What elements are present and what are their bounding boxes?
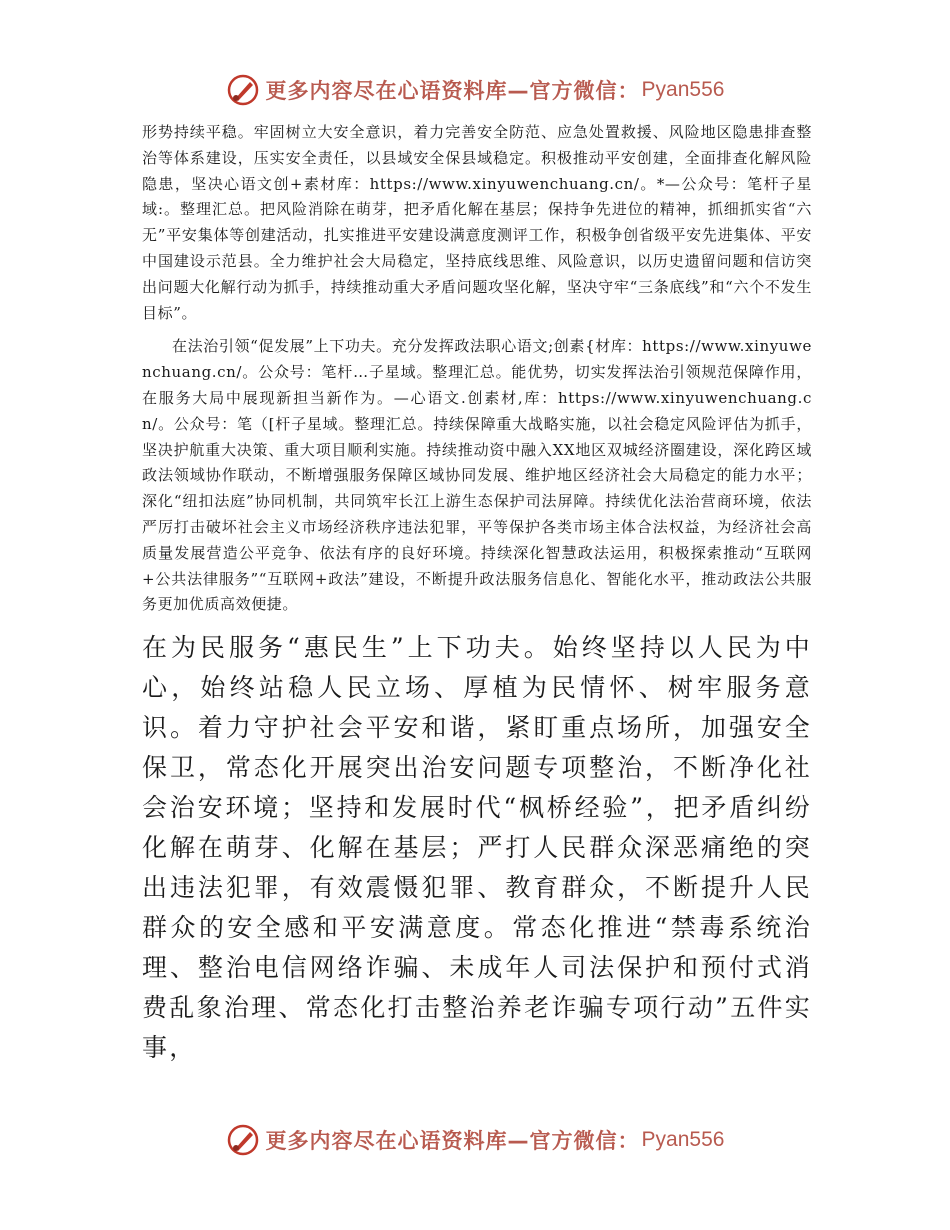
document-body xyxy=(142,120,812,1068)
paragraph-2: 在法治引领“促发展”上下功夫。充分发挥政法职心语文;创素{材库：https://www.xinyuwenchuang.cn/。公众号：笔杆…子星域。整理汇总。能优势，切实发挥法治引领规范保障作用，在服务大局中展现新担当新作为。—心语文.创素材,库：https://www.xinyuwenchuang.cn/。公众号：笔（[杆子星域。整理汇总。持续保障重大战略实施，以社会稳定风险评估为抓手，坚决护航重大决策、重大项目顺利实施。持续推动资中融入XX地区双城经济圈建设，深化跨区域政法领域协作联动，不断增强服务保障区域协同发展、维护地区经济社会大局稳定的能力水平；深化“纽扣法庭”协同机制，共同筑牢长江上游生态保护司法屏障。持续优化法治营商环境，依法严厉打击破坏社会主义市场经济秩序违法犯罪，平等保护各类市场主体合法权益，为经济社会高质量发展营造公平竞争、依法有序的良好环境。持续深化智慧政法运用，积极探索推动“互联网+公共法律服务”“互联网+政法”建设，不断提升政法服务信息化、智能化水平，推动政法公共服务更加优质高效便捷。 xyxy=(142,337,812,614)
footer-banner xyxy=(0,1118,950,1162)
header-banner xyxy=(0,68,950,112)
banner-text: 更多内容尽在心语资料库—官方微信： xyxy=(265,79,640,103)
paragraph-3: 在为民服务“惠民生”上下功夫。始终坚持以人民为中心，始终站稳人民立场、厚植为民情怀、树牢服务意识。着力守护社会平安和谐，紧盯重点场所，加强安全保卫，常态化开展突出治安问题专项整治，不断净化社会治安环境；坚持和发展时代“枫桥经验”，把矛盾纠纷化解在萌芽、化解在基层；严打人民群众深恶痛绝的突出违法犯罪，有效震慑犯罪、教育群众，不断提升人民群众的安全感和平安满意度。常态化推进“禁毒系统治理、整治电信网络诈骗、未成年人司法保护和预付式消费乱象治理、常态化打击整治养老诈骗专项行动”五件实事， xyxy=(142,633,812,1063)
banner-text: 更多内容尽在心语资料库—官方微信： xyxy=(265,1129,640,1153)
banner-wechat-id: Pyan556 xyxy=(641,78,725,101)
brush-logo-icon xyxy=(226,1123,260,1157)
brush-logo-icon xyxy=(226,73,260,107)
banner-wechat-id: Pyan556 xyxy=(641,1128,725,1151)
paragraph-1: 形势持续平稳。牢固树立大安全意识，着力完善安全防范、应急处置救援、风险地区隐患排查整治等体系建设，压实安全责任，以县域安全保县域稳定。积极推动平安创建，全面排查化解风险隐患，坚决心语文创+素材库：https://www.xinyuwenchuang.cn/。*—公众号：笔杆子星域:。整理汇总。把风险消除在萌芽，把矛盾化解在基层；保持争先进位的精神，抓细抓实省“六无”平安集体等创建活动，扎实推进平安建设满意度测评工作，积极争创省级平安先进集体、平安中国建设示范县。全力维护社会大局稳定，坚持底线思维、风险意识，以历史遗留问题和信访突出问题大化解行动为抓手，持续推动重大矛盾问题攻坚化解，坚决守牢“三条底线”和“六个不发生目标”。 xyxy=(142,123,812,322)
